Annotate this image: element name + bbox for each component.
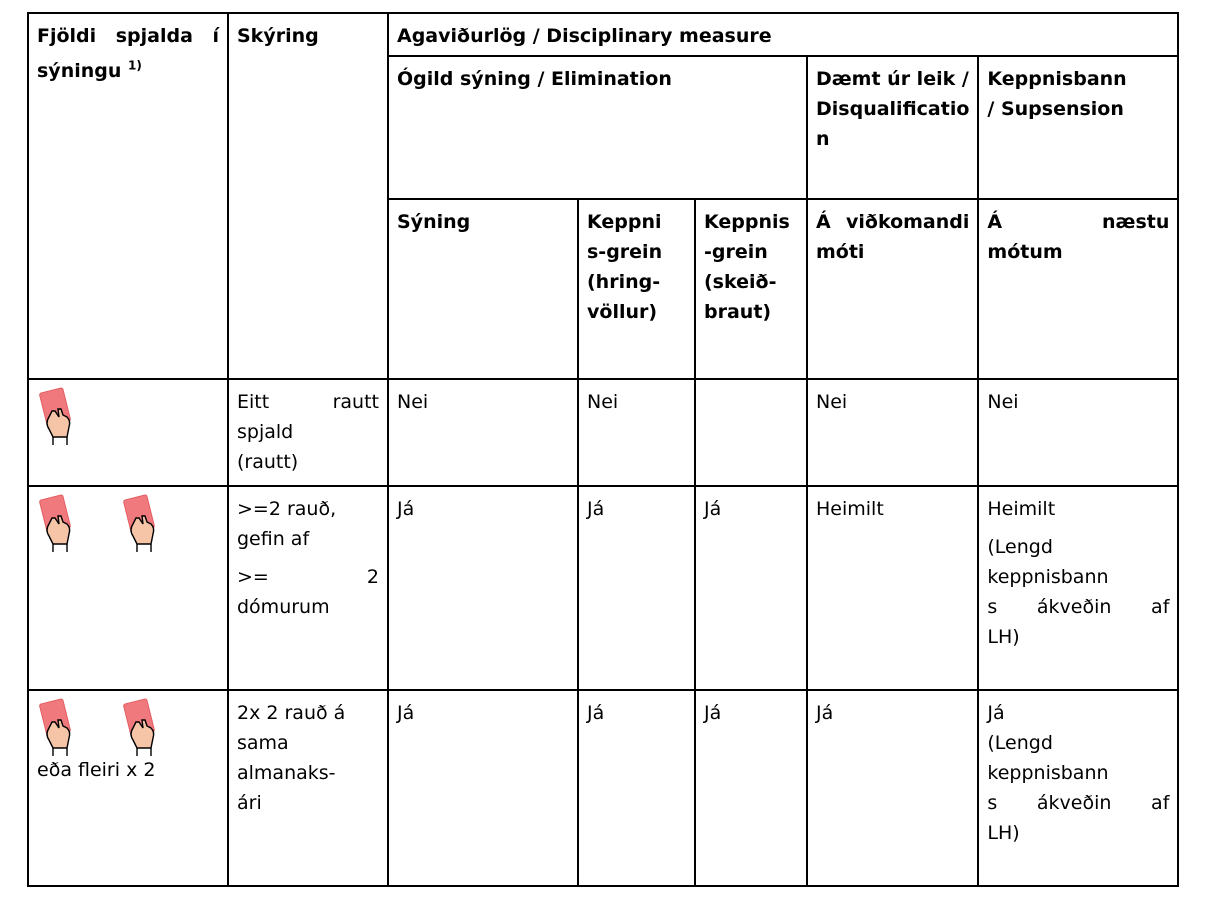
red-card-hand-icon (123, 698, 167, 758)
row-description: >=2 rauð, gefin af >= 2 dómurum (228, 486, 388, 690)
cell-ring: Já (578, 690, 695, 886)
header-sub-show: Sýning (388, 199, 578, 379)
header-sub-disq: Á viðkomandi móti (807, 199, 978, 379)
cell-show: Nei (388, 379, 578, 486)
header-sub-susp: Á næstu mótum (978, 199, 1178, 379)
header-sub-event-track: Keppnis -grein (skeið- braut) (695, 199, 807, 379)
header-card-count: Fjöldi spjalda í sýningu $^{1)}$ (28, 13, 228, 379)
red-card-hand-icon (39, 698, 83, 758)
cell-susp-value: Heimilt (987, 498, 1056, 520)
table-row (28, 690, 1178, 886)
cell-ring: Nei (578, 379, 695, 486)
red-card-hand-icon (39, 387, 83, 447)
cards-cell (28, 690, 228, 886)
header-sub-event-ring: Keppni s-grein (hring- völlur) (578, 199, 695, 379)
red-card-hand-icon (123, 494, 167, 554)
cards-cell (28, 379, 228, 486)
header-card-count-sup: 1) (128, 59, 142, 73)
row-description: Eitt rautt spjald (rautt) (228, 379, 388, 486)
cell-show: Já (388, 690, 578, 886)
cards-cell (28, 486, 228, 690)
table-row (28, 486, 1178, 690)
cell-susp: Nei (978, 379, 1178, 486)
cell-show: Já (388, 486, 578, 690)
header-disciplinary-measure: Agaviðurlög / Disciplinary measure (388, 13, 1178, 56)
cell-susp (978, 486, 1178, 690)
cell-track: Já (695, 690, 807, 886)
header-description: Skýring (228, 13, 388, 379)
cell-track (695, 379, 807, 486)
cell-susp-value: Já (987, 702, 1005, 724)
header-elimination: Ógild sýning / Elimination (388, 56, 807, 199)
cell-disq: Já (807, 690, 978, 886)
cards-label: eða fleiri x 2 (37, 759, 156, 781)
row-description: 2x 2 rauð á sama almanaks- ári (228, 690, 388, 886)
cell-ring: Já (578, 486, 695, 690)
cell-susp-note: (Lengd keppnisbann s ákveðin af LH) (987, 732, 1170, 844)
red-card-hand-icon (39, 494, 83, 554)
disciplinary-table (27, 12, 1179, 887)
table-row (28, 379, 1178, 486)
header-disqualification: Dæmt úr leik / Disqualificatio n (807, 56, 978, 199)
cell-susp-note: (Lengd keppnisbann s ákveðin af LH) (987, 536, 1170, 648)
cell-susp (978, 690, 1178, 886)
cell-disq: Heimilt (807, 486, 978, 690)
cell-track: Já (695, 486, 807, 690)
cell-disq: Nei (807, 379, 978, 486)
header-suspension: Keppnisbann / Supsension (978, 56, 1178, 199)
